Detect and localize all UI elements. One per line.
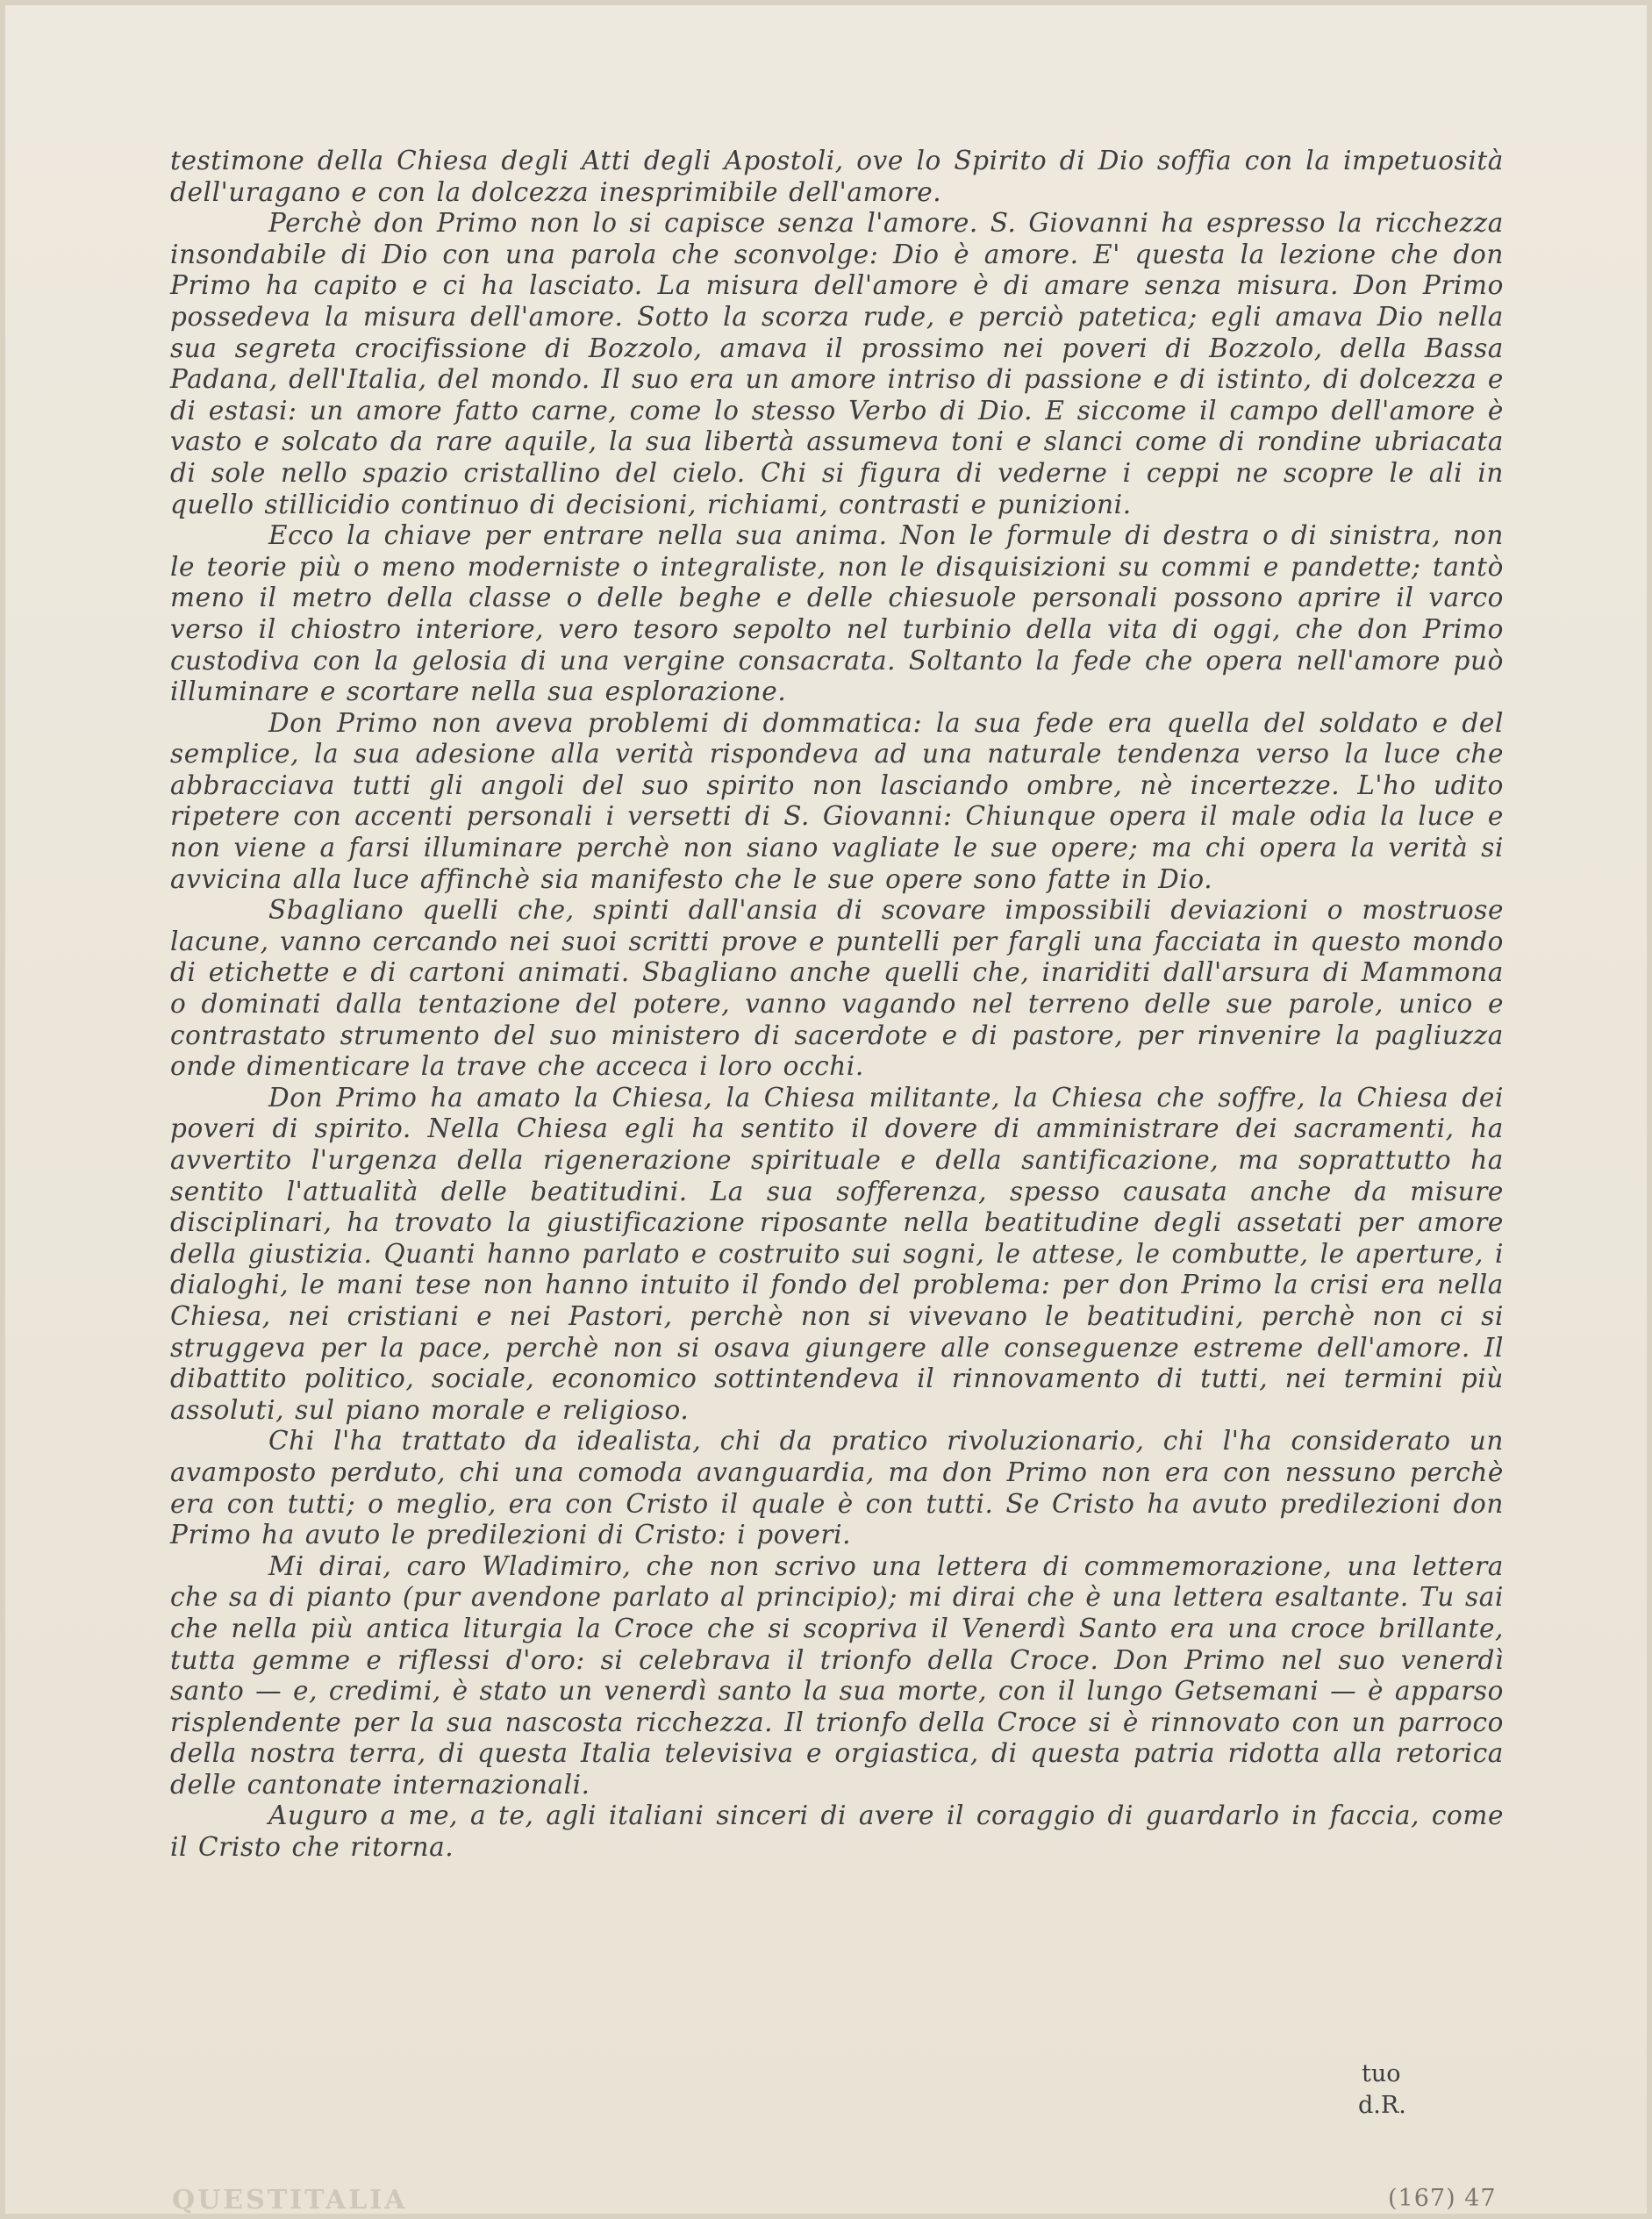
page-number: (167) 47 bbox=[1388, 2185, 1497, 2212]
paragraph: testimone della Chiesa degli Atti degli Apostoli, ove lo Spirito di Dio soffia con la impetuosità dell'uragano e con la dolcezza inesprimibile dell'amore. bbox=[170, 146, 1504, 207]
paragraph: Sbagliano quelli che, spinti dall'ansia di scovare impossibili deviazioni o mostruose lacune, vanno cercando nei suoi scritti prove e puntelli per fargli una facciata in questo mondo di etichette e di cartoni animati. Sbagliano anche quelli che, inariditi dall'arsura di Mammona o dominati dalla tentazione del potere, vanno vagando nel terreno delle sue parole, unico e contrastato strumento del suo ministero di sacerdote e di pastore, per rinvenire la pagliuzza onde dimenticare la trave che acceca i loro occhi. bbox=[170, 895, 1504, 1082]
paragraph: Mi dirai, caro Wladimiro, che non scrivo una lettera di commemorazione, una lettera che sa di pianto (pur avendone parlato al principio); mi dirai che è una lettera esaltante. Tu sai che nella più antica liturgia la Croce che si scopriva il Venerdì Santo era una croce brillante, tutta gemme e riflessi d'oro: si celebrava il trionfo della Croce. Don Primo nel suo venerdì santo — e, credimi, è stato un venerdì santo la sua morte, con il lungo Getsemani — è apparso risplendente per la sua nascosta ricchezza. Il trionfo della Croce si è rinnovato con un parroco della nostra terra, di questa Italia televisiva e orgiastica, di questa patria ridotta alla retorica delle cantonate internazionali. bbox=[170, 1550, 1504, 1800]
article-body bbox=[170, 146, 1504, 1864]
magazine-name: QUESTITALIA bbox=[172, 2185, 408, 2215]
paragraph: Don Primo ha amato la Chiesa, la Chiesa militante, la Chiesa che soffre, la Chiesa dei poveri di spirito. Nella Chiesa egli ha sentito il dovere di amministrare dei sacramenti, ha avvertito l'urgenza della rigenerazione spirituale e della santificazione, ma soprattutto ha sentito l'attualità delle beatitudini. La sua sofferenza, spesso causata anche da misure disciplinari, ha trovato la giustificazione riposante nella beatitudine degli assetati per amore della giustizia. Quanti hanno parlato e costruito sui sogni, le attese, le combutte, le aperture, i dialoghi, le mani tese non hanno intuito il fondo del problema: per don Primo la crisi era nella Chiesa, nei cristiani e nei Pastori, perchè non si vivevano le beatitudini, perchè non ci si struggeva per la pace, perchè non si osava giungere alle conseguenze estreme dell'amore. Il dibattito politico, sociale, economico sottintendeva il rinnovamento di tutti, nei termini più assoluti, sul piano morale e religioso. bbox=[170, 1082, 1504, 1425]
paragraph: Don Primo non aveva problemi di dommatica: la sua fede era quella del soldato e del semplice, la sua adesione alla verità rispondeva ad una naturale tendenza verso la luce che abbracciava tutti gli angoli del suo spirito non lasciando ombre, nè incertezze. L'ho udito ripetere con accenti personali i versetti di S. Giovanni: Chiunque opera il male odia la luce e non viene a farsi illuminare perchè non siano vagliate le sue opere; ma chi opera la verità si avvicina alla luce affinchè sia manifesto che le sue opere sono fatte in Dio. bbox=[170, 707, 1504, 894]
signature-initials: d.R. bbox=[1358, 2092, 1406, 2119]
signature bbox=[1358, 2058, 1406, 2122]
paragraph: Auguro a me, a te, agli italiani sinceri di avere il coraggio di guardarlo in faccia, come il Cristo che ritorna. bbox=[170, 1800, 1504, 1863]
paragraph: Perchè don Primo non lo si capisce senza l'amore. S. Giovanni ha espresso la ricchezza insondabile di Dio con una parola che sconvolge: Dio è amore. E' questa la lezione che don Primo ha capito e ci ha lasciato. La misura dell'amore è di amare senza misura. Don Primo possedeva la misura dell'amore. Sotto la scorza rude, e perciò patetica; egli amava Dio nella sua segreta crocifissione di Bozzolo, amava il prossimo nei poveri di Bozzolo, della Bassa Padana, dell'Italia, del mondo. Il suo era un amore intriso di passione e di istinto, di dolcezza e di estasi: un amore fatto carne, come lo stesso Verbo di Dio. E siccome il campo dell'amore è vasto e solcato da rare aquile, la sua libertà assumeva toni e slanci come di rondine ubriacata di sole nello spazio cristallino del cielo. Chi si figura di vederne i ceppi ne scopre le ali in quello stillicidio continuo di decisioni, richiami, contrasti e punizioni. bbox=[170, 208, 1504, 519]
paragraph: Chi l'ha trattato da idealista, chi da pratico rivoluzionario, chi l'ha considerato un avamposto perduto, chi una comoda avanguardia, ma don Primo non era con nessuno perchè era con tutti; o meglio, era con Cristo il quale è con tutti. Se Cristo ha avuto predilezioni don Primo ha avuto le predilezioni di Cristo: i poveri. bbox=[170, 1426, 1504, 1550]
signature-closing: tuo bbox=[1362, 2060, 1401, 2087]
paragraph: Ecco la chiave per entrare nella sua anima. Non le formule di destra o di sinistra, non le teorie più o meno moderniste o integraliste, non le disquisizioni su commi e pandette; tantò meno il metro della classe o delle beghe e delle chiesuole personali possono aprire il varco verso il chiostro interiore, vero tesoro sepolto nel turbinio della vita di oggi, che don Primo custodiva con la gelosia di una vergine consacrata. Soltanto la fede che opera nell'amore può illuminare e scortare nella sua esplorazione. bbox=[170, 520, 1504, 707]
